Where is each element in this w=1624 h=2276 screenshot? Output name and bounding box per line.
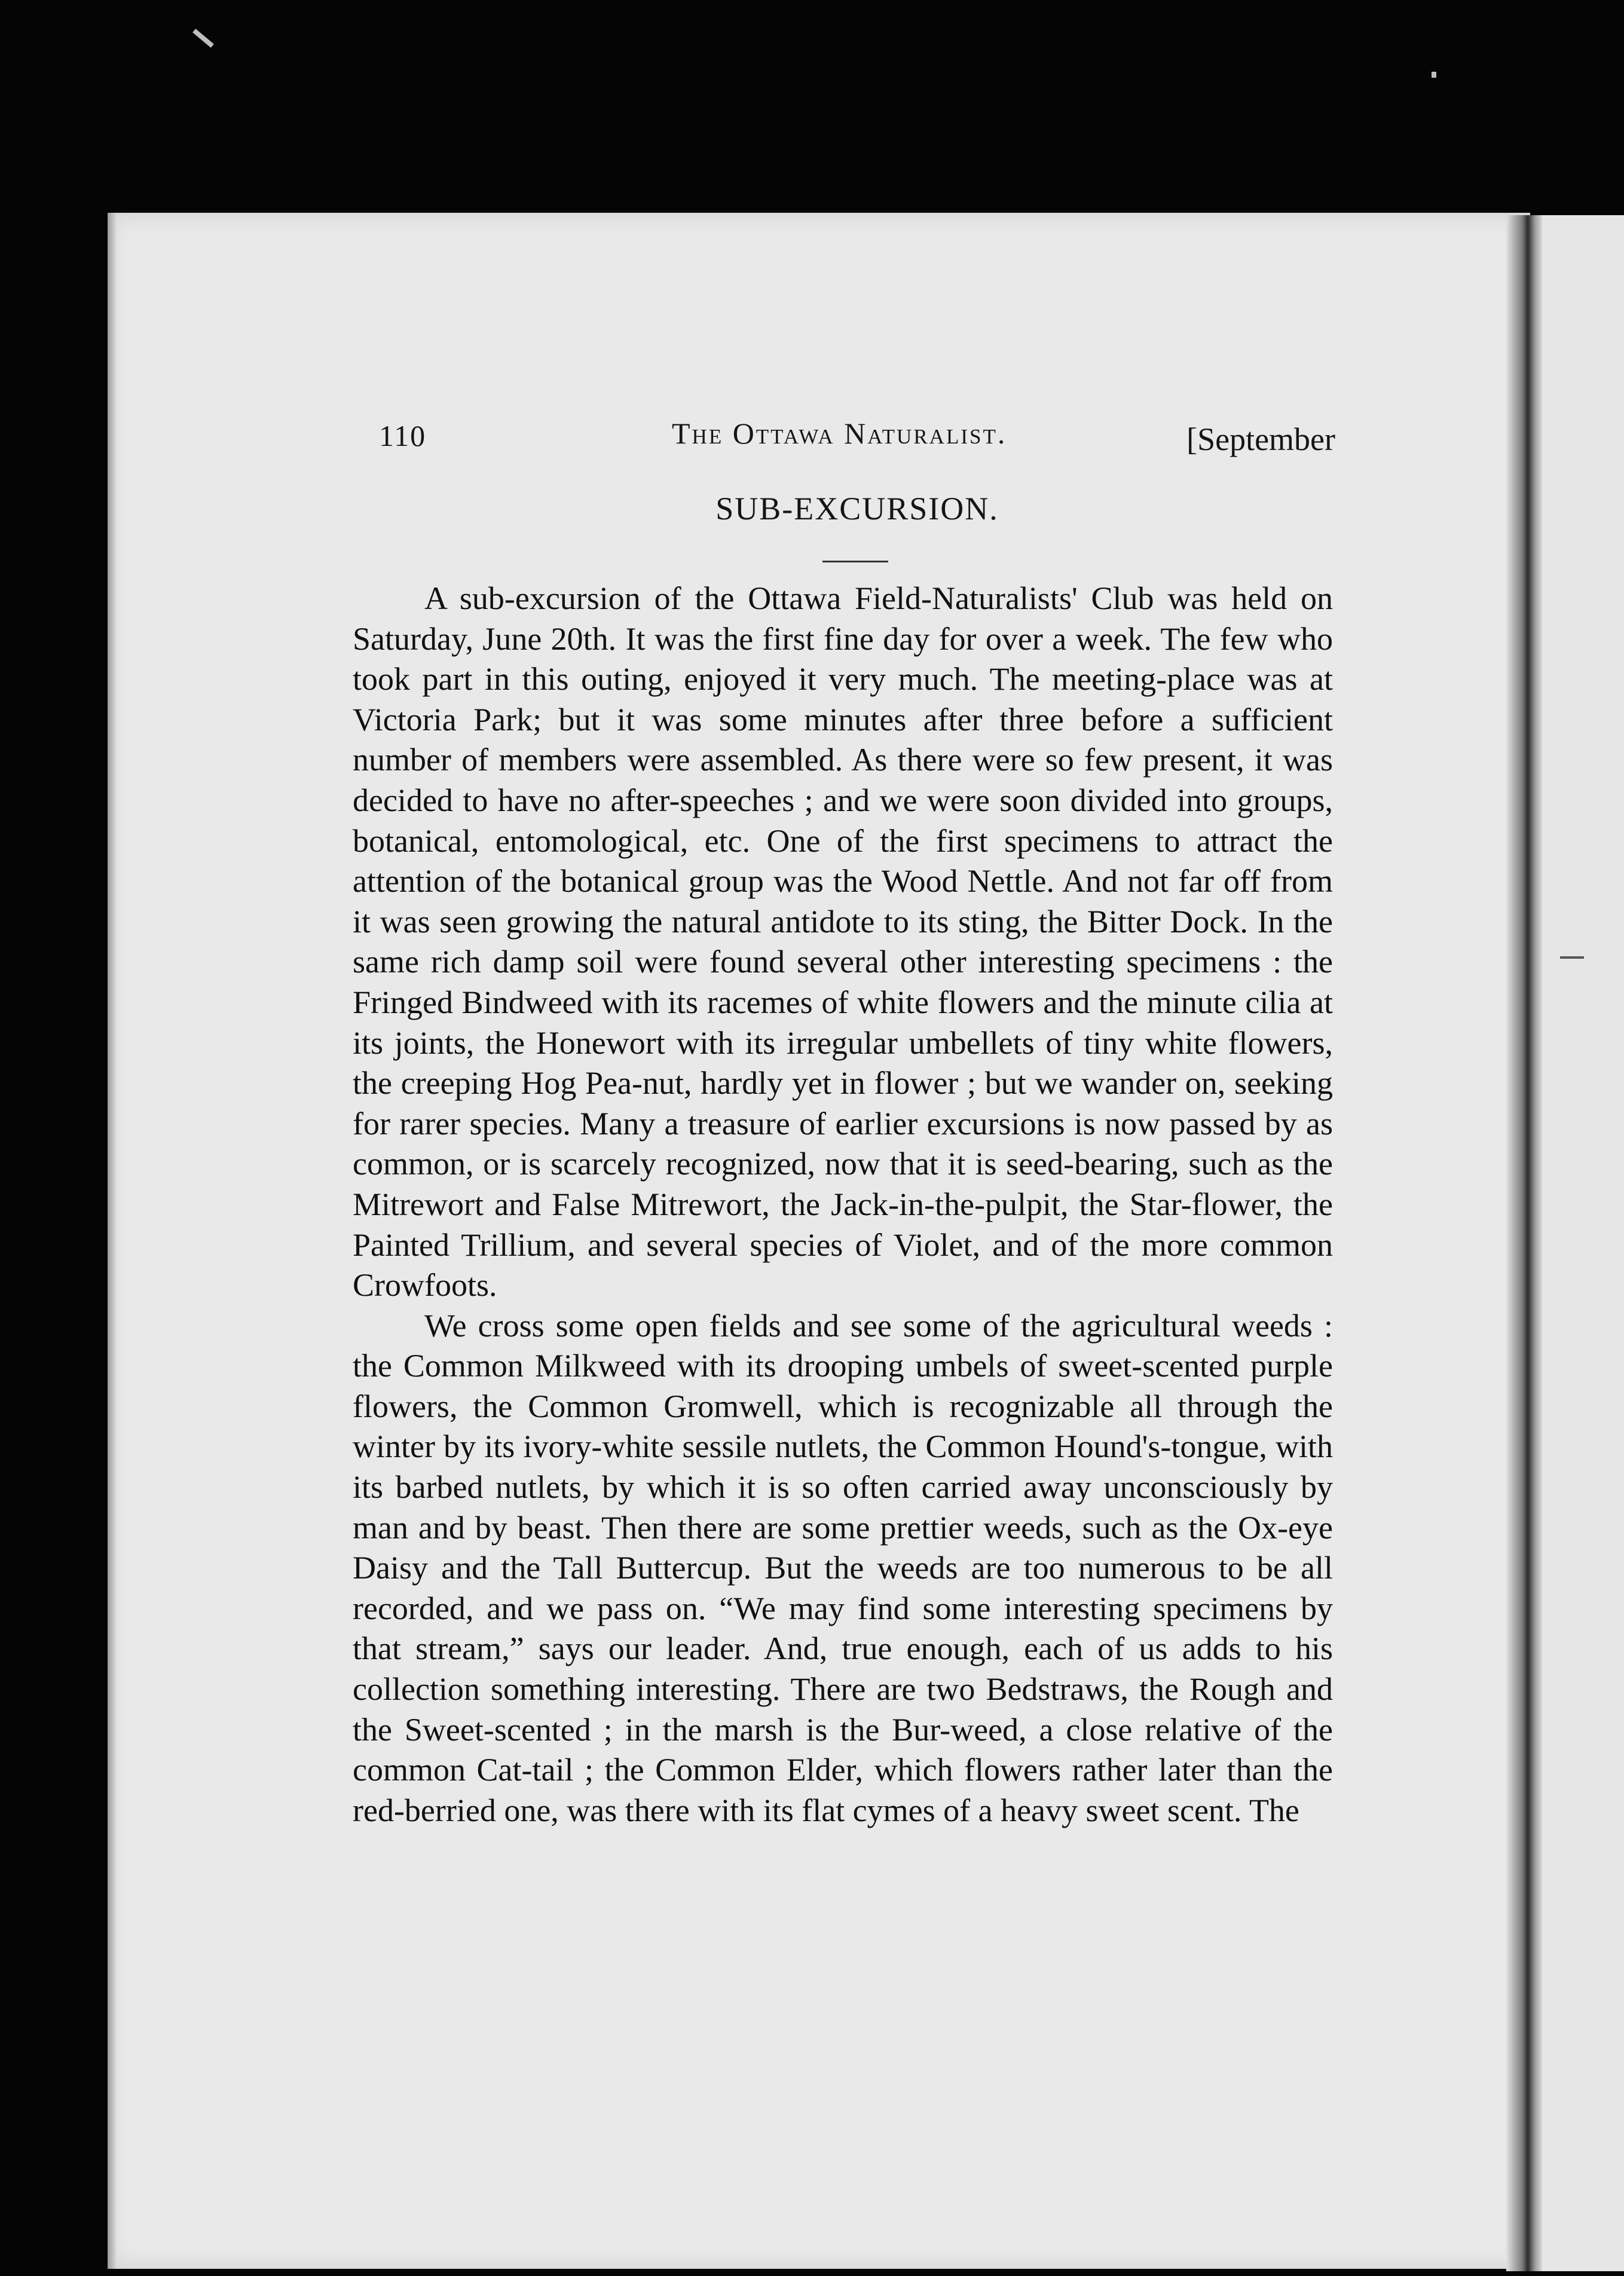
scan-speck bbox=[192, 29, 214, 48]
issue-month: [September bbox=[1186, 421, 1335, 457]
scan-speck bbox=[1560, 956, 1584, 959]
adjacent-page bbox=[1542, 215, 1624, 2271]
book-gutter bbox=[1506, 215, 1542, 2271]
article-title: SUB-EXCURSION. bbox=[715, 491, 999, 527]
page-number: 110 bbox=[379, 419, 427, 452]
journal-title: The Ottawa Naturalist. bbox=[672, 417, 1007, 450]
page-edge bbox=[108, 213, 116, 2269]
running-header bbox=[379, 405, 1335, 457]
paragraph-1: A sub-excursion of the Ottawa Field-Naturalists' Club was held on Saturday, June 20th. It was the first fine day for over a week. The few who took part in this outing, enjoyed it very much. The meeting-place was at Victoria Park; but it was some minutes after three before a sufficient number of members were assembled. As there were so few present, it was decided to have no after-speeches ; and we were soon divided into groups, botanical, entomological, etc. One of the first specimens to attract the attention of the botanical group was the Wood Nettle. And not far off from it was seen growing the natural antidote to its sting, the Bitter Dock. In the same rich damp soil were found several other interesting specimens : the Fringed Bindweed with its racemes of white flowers and the minute cilia at its joints, the Honewort with its irregular umbellets of tiny white flowers, the creeping Hog Pea-nut, hardly yet in flower ; but we wander on, seeking for rarer species. Many a treasure of earlier excursions is now passed by as common, or is scarcely recognized, now that it is seed-bearing, such as the Mitrewort and False Mitrewort, the Jack-in-the-pulpit, the Star-flower, the Painted Trillium, and several species of Violet, and of the more common Crowfoots. bbox=[353, 580, 1333, 1304]
article-body bbox=[353, 579, 1333, 1831]
paragraph-2: We cross some open fields and see some of the agricultural weeds : the Common Milkweed with its drooping umbels of sweet-scented purple flowers, the Common Gromwell, which is recognizable all through the winter by its ivory-white sessile nutlets, the Common Hound's-tongue, with its barbed nutlets, by which it is so often carried away unconsciously by man and by beast. Then there are some prettier weeds, such as the Ox-eye Daisy and the Tall Buttercup. But the weeds are too numerous to be all recorded, and we pass on. “We may find some interesting specimens by that stream,” says our leader. And, true enough, each of us adds to his collection something interesting. There are two Bedstraws, the Rough and the Sweet-scented ; in the marsh is the Bur-weed, a close relative of the common Cat-tail ; the Common Elder, which flowers rather later than the red-berried one, was there with its flat cymes of a heavy sweet scent. The bbox=[353, 1307, 1333, 1828]
scan-speck bbox=[1432, 72, 1436, 78]
title-rule bbox=[822, 561, 888, 562]
